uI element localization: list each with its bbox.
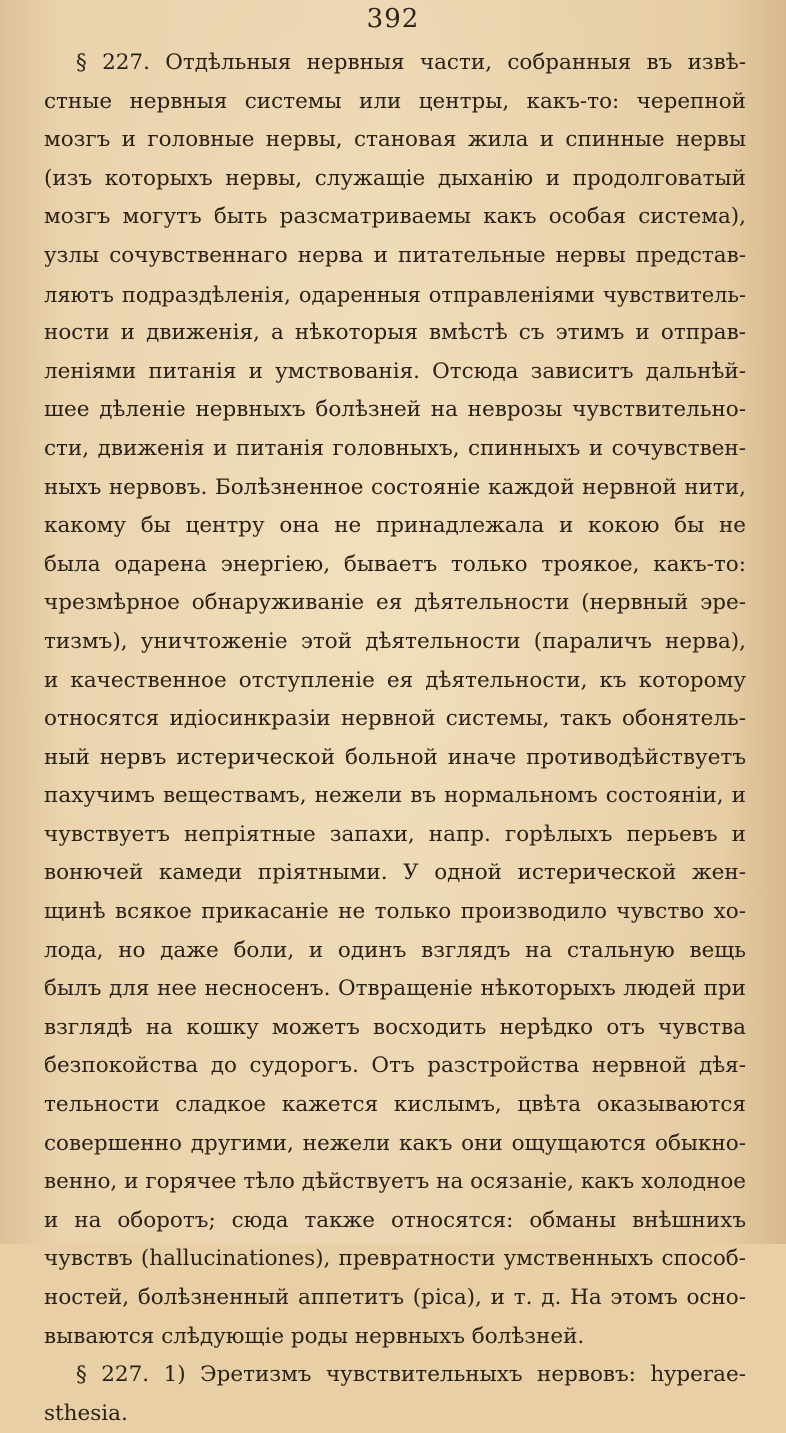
text-line: пахучимъ веществамъ, нежели въ нормальномъ состояніи, и bbox=[44, 783, 746, 809]
text-line: § 227. Отдѣльныя нервныя части, собранныя въ извѣ- bbox=[76, 50, 746, 75]
text-line: ный нервъ истерической больной иначе противодѣйствуетъ bbox=[44, 744, 746, 770]
text-line: ностей, болѣзненный аппетитъ (pica), и т. д. На этомъ осно- bbox=[44, 1285, 746, 1310]
text-line: лода, но даже боли, и одинъ взглядъ на стальную вещь bbox=[44, 937, 746, 963]
text-line: какому бы центру она не принадлежала и кокою бы не bbox=[44, 513, 746, 539]
text-line: ныхъ нервовъ. Болѣзненное состояніе каждой нервной нити, bbox=[44, 474, 746, 500]
text-line: совершенно другими, нежели какъ они ощущаются обыкно- bbox=[44, 1130, 746, 1156]
text-line: мозгъ могутъ быть разсматриваемы какъ особая система), bbox=[44, 204, 746, 230]
text-line: (изъ которыхъ нервы, служащіе дыханію и продолговатый bbox=[44, 165, 746, 191]
text-line: относятся идіосинкразіи нервной системы, такъ обонятель- bbox=[44, 706, 746, 732]
text-line: чувствуетъ непріятные запахи, напр. горѣлыхъ перьевъ и bbox=[44, 821, 746, 847]
text-line: и на оборотъ; сюда также относятся: обманы внѣшнихъ bbox=[44, 1207, 746, 1233]
text-line: чувствъ (hallucinationes), превратности умственныхъ способ- bbox=[44, 1246, 746, 1272]
text-line: сти, движенія и питанія головныхъ, спинныхъ и сочувствен- bbox=[44, 435, 746, 461]
text-line: чрезмѣрное обнаруживаніе ея дѣятельности (нервный эре- bbox=[44, 590, 746, 616]
text-line: безпокойства до судорогъ. Отъ разстройства нервной дѣя- bbox=[44, 1053, 746, 1079]
text-line: тизмъ), уничтоженіе этой дѣятельности (параличъ нерва), bbox=[44, 628, 746, 654]
paragraph bbox=[44, 1356, 746, 1433]
text-line: щинѣ всякое прикасаніе не только производило чувство хо- bbox=[44, 899, 746, 925]
text-line: и качественное отступленіе ея дѣятельности, къ которому bbox=[44, 667, 746, 693]
text-line: ляютъ подраздѣленія, одаренныя отправленіями чувствитель- bbox=[44, 282, 746, 307]
text-line: леніями питанія и умствованія. Отсюда зависитъ дальнѣй- bbox=[44, 358, 746, 384]
text-line: венно, и горячее тѣло дѣйствуетъ на осязаніе, какъ холодное bbox=[44, 1169, 746, 1195]
text-line: былъ для нее несносенъ. Отвращеніе нѣкоторыхъ людей при bbox=[44, 976, 746, 1002]
text-line: вонючей камеди пріятными. У одной истерической жен- bbox=[44, 860, 746, 886]
text-line: § 227. 1) Эретизмъ чувствительныхъ нервовъ: hyperae- bbox=[76, 1362, 746, 1388]
text-line: узлы сочувственнаго нерва и питательные нервы представ- bbox=[44, 242, 746, 268]
paragraph bbox=[44, 44, 746, 1356]
text-line: была одарена энергіею, бываетъ только троякое, какъ-то: bbox=[44, 551, 746, 577]
text-line: sthesia. bbox=[44, 1400, 128, 1426]
text-line: ности и движенія, а нѣкоторыя вмѣстѣ съ этимъ и отправ- bbox=[44, 320, 746, 346]
body-text bbox=[44, 44, 746, 1433]
text-line: взглядѣ на кошку можетъ восходить нерѣдко отъ чувства bbox=[44, 1014, 746, 1040]
text-line: тельности сладкое кажется кислымъ, цвѣта оказываются bbox=[44, 1092, 746, 1118]
page-number: 392 bbox=[366, 4, 420, 34]
text-line: шее дѣленіе нервныхъ болѣзней на неврозы чувствительно- bbox=[44, 397, 746, 423]
text-line: мозгъ и головные нервы, становая жила и спинные нервы bbox=[44, 127, 746, 153]
text-line: стные нервныя системы или центры, какъ-то: черепной bbox=[44, 88, 746, 114]
text-line: вываются слѣдующіе роды нервныхъ болѣзней. bbox=[44, 1323, 585, 1349]
